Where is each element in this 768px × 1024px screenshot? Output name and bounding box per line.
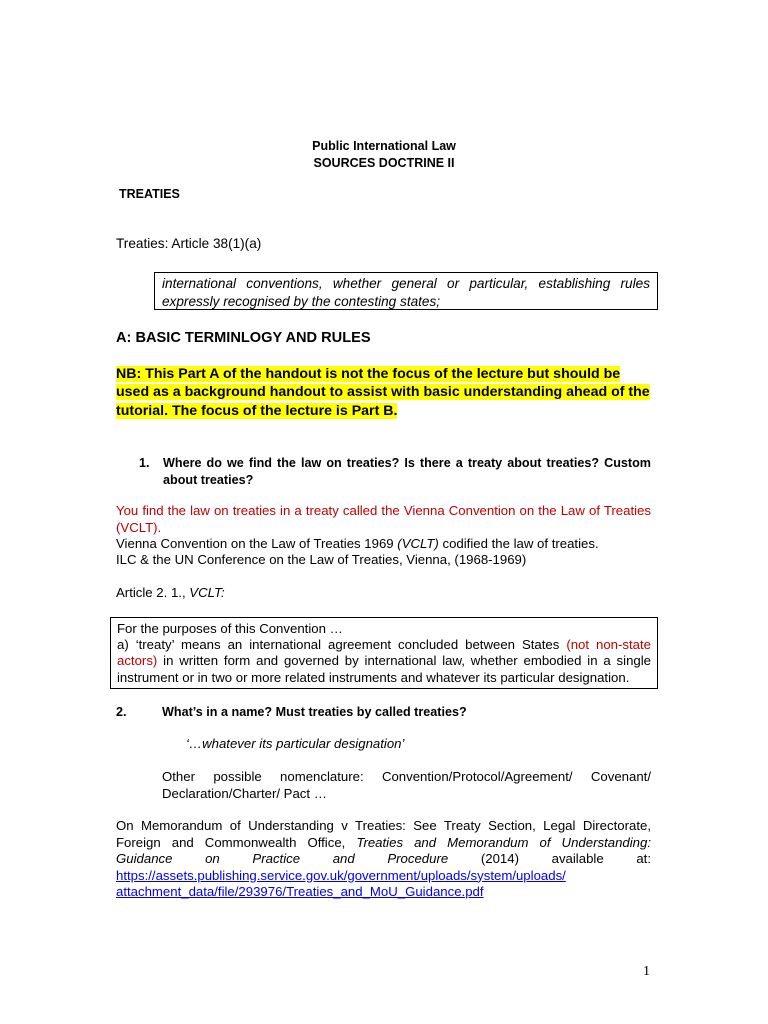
mou-text-pre: On Memorandum of Understanding v Treaties: See Treaty Section, Legal Directorate, Foreign and Commonwealth Office, [116, 818, 651, 850]
document-subtitle: SOURCES DOCTRINE II [313, 155, 455, 170]
article-2-label-vclt: VCLT: [189, 585, 225, 600]
vclt-line-pre: Vienna Convention on the Law of Treaties 1969 [116, 536, 398, 551]
definition-pre: a) ‘treaty’ means an international agreement concluded between States [117, 637, 567, 653]
article-38-quote-box [154, 272, 658, 310]
nb-highlighted-text: NB: This Part A of the handout is not the focus of the lecture but should be used as a background handout to assist with basic understanding ahead of the tutorial. The focus of the lecture is Part B. [116, 366, 650, 419]
article-38-label: Treaties: Article 38(1)(a) [116, 236, 262, 251]
article-2-label [116, 585, 225, 602]
vclt-abbreviation: (VCLT) [397, 536, 439, 551]
mou-text-post: (2014) available at: [448, 851, 651, 866]
question-1 [139, 455, 651, 488]
question-1-text: Where do we find the law on treaties? Is there a treaty about treaties? Custom about treaties? [163, 456, 651, 487]
nomenclature-paragraph: Other possible nomenclature: Convention/Protocol/Agreement/ Covenant/ Declaration/Charter/ Pact … [162, 769, 651, 801]
section-a-heading: A: BASIC TERMINLOGY AND RULES [116, 330, 371, 346]
document-title: Public International Law [312, 139, 456, 153]
vclt-line-post: codified the law of treaties. [438, 536, 599, 551]
article-38-quote: international conventions, whether general or particular, establishing rules expressly recognised by the contesting states; [162, 276, 650, 309]
mou-paragraph [116, 818, 651, 901]
definition-intro: For the purposes of this Convention … [117, 621, 343, 636]
question-1-number: 1. [139, 456, 150, 470]
mou-link-line-2: attachment_data/file/293976/Treaties_and_MoU_Guidance.pdf [116, 884, 484, 899]
definition-red-note: (not non-state actors) [117, 637, 651, 669]
page-number: 1 [643, 964, 650, 979]
mou-link-line-1: https://assets.publishing.service.gov.uk/government/uploads/system/uploads/ [116, 867, 566, 883]
topic-heading: TREATIES [119, 187, 180, 201]
vclt-codified-line [116, 536, 599, 553]
nb-note [116, 365, 652, 420]
question-2-text: What’s in a name? Must treaties by called treaties? [162, 705, 467, 719]
article-2-label-text: Article 2. 1., [116, 585, 190, 600]
definition-text [117, 637, 657, 686]
question-1-answer: You find the law on treaties in a treaty called the Vienna Convention on the Law of Treaties (VCLT). [116, 503, 651, 535]
mou-guidance-link[interactable] [116, 868, 566, 900]
treaty-definition-box [110, 617, 658, 689]
ilc-conference-line: ILC & the UN Conference on the Law of Treaties, Vienna, (1968-1969) [116, 552, 527, 567]
question-2-number: 2. [116, 705, 127, 719]
definition-post: in written form and governed by international law, whether embodied in a single instrument or in two or more related instruments and whatever its particular designation. [117, 653, 651, 685]
mou-guidance-title: Treaties and Memorandum of Understanding: Guidance on Practice and Procedure [116, 834, 651, 866]
designation-quote: ‘…whatever its particular designation’ [186, 736, 405, 751]
document-title-block [0, 138, 768, 171]
